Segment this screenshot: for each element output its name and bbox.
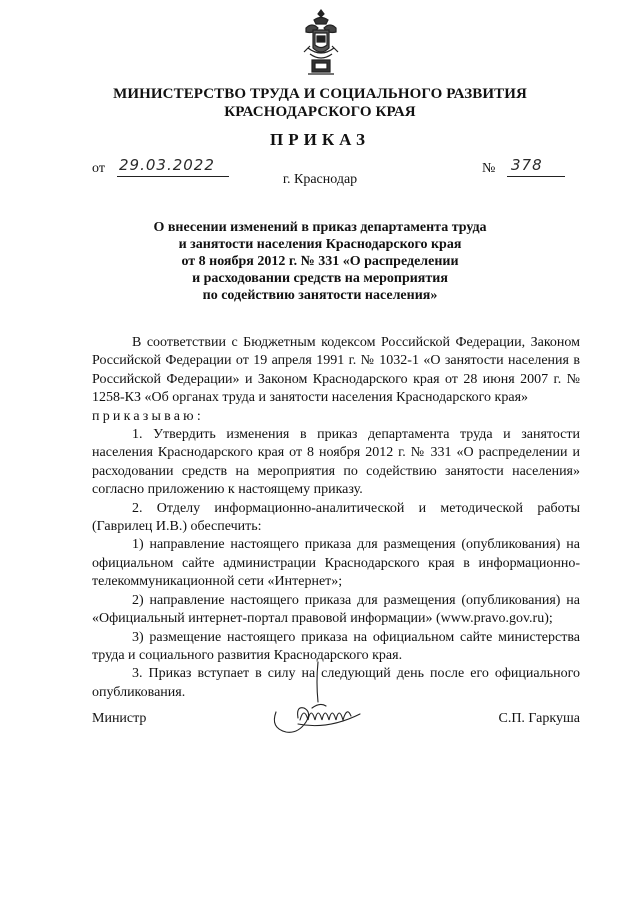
preamble-paragraph: В соответствии с Бюджетным кодексом Российской Федерации, Законом Российской Федерации от 19 апреля 1991 г. № 1032-1 «О занятости населения в Российской Федерации» и Законом Краснодарского края от 28 июня 2007 г. № 1258-КЗ «Об органах труда и занятости населения Краснодарского края» (92, 335, 580, 406)
handwritten-signature (270, 660, 375, 740)
date-label: от (92, 161, 105, 176)
subject-line: от 8 ноября 2012 г. № 331 «О распределении (181, 254, 459, 269)
clause-2-item-2: 2) направление настоящего приказа для размещения (опубликования) на «Официальный интернет-портал правовой информации» (www.pravo.gov.ru); (92, 592, 580, 627)
signer-name: С.П. Гаркуша (498, 711, 580, 726)
clause-1: 1. Утвердить изменения в приказ департамента труда и занятости населения Краснодарского края от 8 ноября 2012 г. № 331 «О распределении и расходовании средств на мероприятия по содействию занятости населения» согласно приложению к настоящему приказу. (92, 427, 580, 498)
date-value: 29.03.2022 (119, 156, 215, 174)
order-word: приказываю: (92, 408, 204, 424)
clause-2-item-1: 1) направление настоящего приказа для размещения (опубликования) на официальном сайте администрации Краснодарского края в информационно-телекоммуникационной сети «Интернет»; (92, 537, 580, 590)
clause-2: 2. Отделу информационно-аналитической и методической работы (Гаврилец И.В.) обеспечить: (92, 500, 580, 535)
coat-of-arms-icon (302, 8, 340, 80)
clause-3: 3. Приказ вступает в силу на следующий день после его официального опубликования. (92, 666, 580, 700)
order-subject (120, 219, 520, 304)
subject-line: и занятости населения Краснодарского края (178, 237, 462, 252)
number-value: 378 (511, 156, 543, 174)
number-label: № (482, 161, 496, 176)
signer-position: Министр (92, 711, 147, 726)
subject-line: и расходовании средств на мероприятия (192, 271, 448, 286)
subject-line: О внесении изменений в приказ департамента труда (153, 220, 487, 235)
ministry-name-line1: МИНИСТЕРСТВО ТРУДА И СОЦИАЛЬНОГО РАЗВИТИЯ (113, 86, 527, 102)
ministry-name-line2: КРАСНОДАРСКОГО КРАЯ (224, 104, 416, 120)
order-body (92, 334, 580, 702)
city: г. Краснодар (282, 172, 358, 187)
document-type-title: ПРИКАЗ (270, 130, 370, 149)
clause-2-item-3: 3) размещение настоящего приказа на официальном сайте министерства труда и социального развития Краснодарского края. (92, 629, 580, 663)
subject-line: по содействию занятости населения» (202, 288, 438, 303)
